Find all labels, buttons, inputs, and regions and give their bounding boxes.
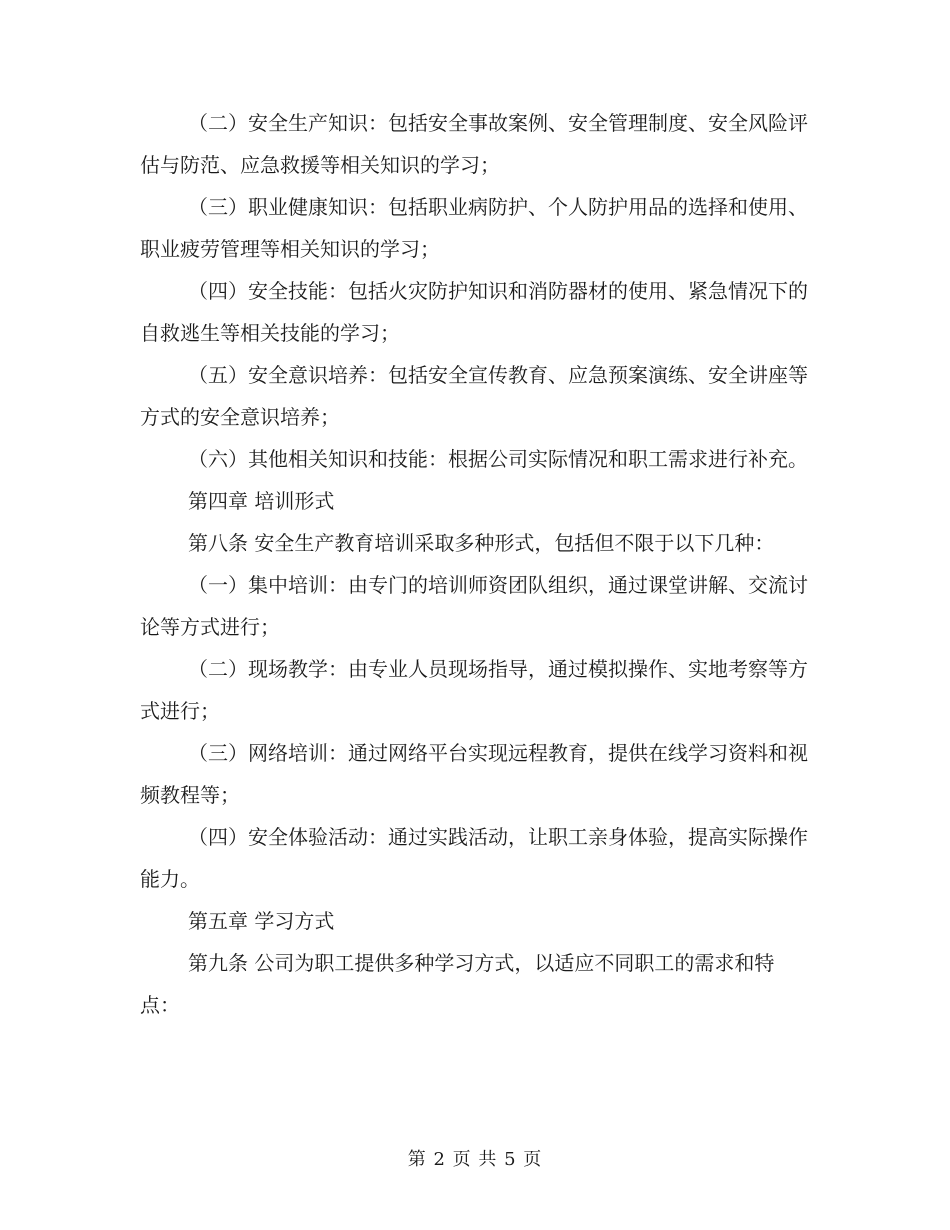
paragraph-centralized-training: （一）集中培训：由专门的培训师资团队组织，通过课堂讲解、交流讨论等方式进行； xyxy=(140,573,808,639)
chapter-heading-training-forms: 第四章 培训形式 xyxy=(188,489,335,513)
paragraph-knowledge-safety-production: （二）安全生产知识：包括安全事故案例、安全管理制度、安全风险评估与防范、应急救援等相关知识的学习； xyxy=(140,111,808,177)
paragraph-online-training: （三）网络培训：通过网络平台实现远程教育，提供在线学习资料和视频教程等； xyxy=(140,741,808,807)
paragraph-safety-awareness: （五）安全意识培养：包括安全宣传教育、应急预案演练、安全讲座等方式的安全意识培养； xyxy=(140,363,808,429)
paragraph-safety-skills: （四）安全技能：包括火灾防护知识和消防器材的使用、紧急情况下的自救逃生等相关技能的学习； xyxy=(140,279,808,345)
article-nine: 第九条 公司为职工提供多种学习方式，以适应不同职工的需求和特点： xyxy=(140,951,775,1017)
document-body xyxy=(140,102,812,1026)
paragraph-safety-experience: （四）安全体验活动：通过实践活动，让职工亲身体验，提高实际操作能力。 xyxy=(140,825,808,891)
chapter-heading-learning-methods: 第五章 学习方式 xyxy=(188,909,335,933)
paragraph-other-knowledge: （六）其他相关知识和技能：根据公司实际情况和职工需求进行补充。 xyxy=(188,447,808,471)
page-number-footer: 第 2 页 共 5 页 xyxy=(407,1149,543,1170)
paragraph-onsite-teaching: （二）现场教学：由专业人员现场指导，通过模拟操作、实地考察等方式进行； xyxy=(140,657,808,723)
article-eight: 第八条 安全生产教育培训采取多种形式，包括但不限于以下几种： xyxy=(188,531,775,555)
paragraph-knowledge-occupational-health: （三）职业健康知识：包括职业病防护、个人防护用品的选择和使用、职业疲劳管理等相关知识的学习； xyxy=(140,195,808,261)
